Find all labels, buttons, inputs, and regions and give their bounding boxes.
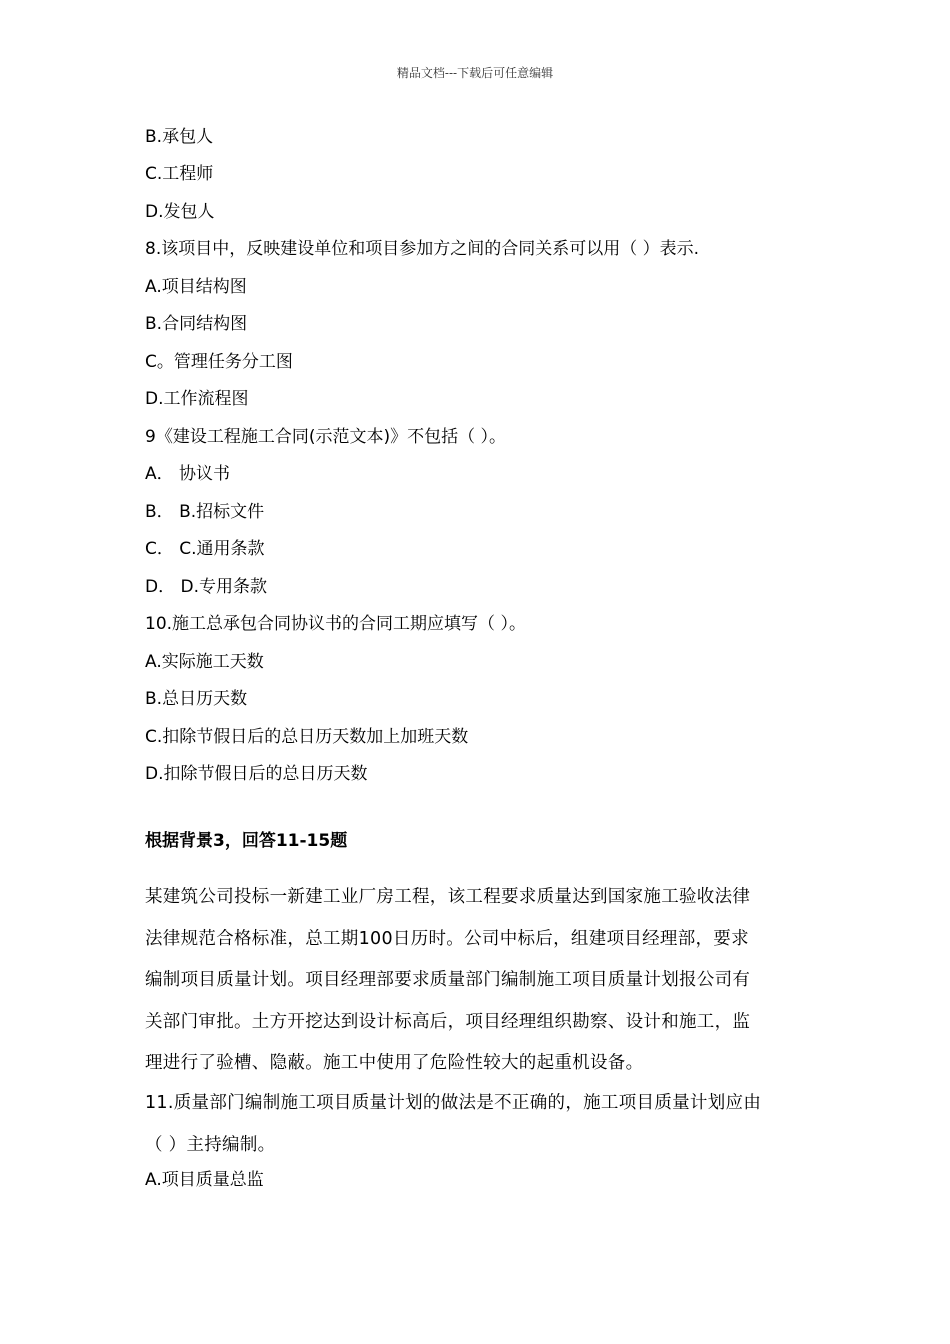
question-8-option-b: B.合同结构图 [145, 314, 248, 334]
question-9: 9《建设工程施工合同(示范文本)》不包括（ ）。 [145, 427, 506, 447]
question-9-option-d: D． D.专用条款 [145, 577, 267, 597]
background-line: 法律规范合格标准，总工期100日历时。公司中标后，组建项目经理部，要求 [145, 928, 749, 949]
question-10: 10.施工总承包合同协议书的合同工期应填写（ ）。 [145, 614, 526, 634]
option-d-employer: D.发包人 [145, 202, 215, 222]
question-8-option-a: A.项目结构图 [145, 277, 247, 297]
question-10-option-a: A.实际施工天数 [145, 652, 264, 672]
background-line: 关部门审批。土方开挖达到设计标高后，项目经理组织勘察、设计和施工，监 [145, 1011, 751, 1032]
question-11-line: 11.质量部门编制施工项目质量计划的做法是不正确的，施工项目质量计划应由 [145, 1093, 762, 1113]
background-line: 某建筑公司投标一新建工业厂房工程，该工程要求质量达到国家施工验收法律 [145, 887, 751, 907]
question-11-option-a: A.项目质量总监 [145, 1170, 264, 1190]
question-11 [145, 1083, 810, 1166]
question-10-option-b: B.总日历天数 [145, 689, 248, 709]
background-paragraph [145, 877, 810, 1085]
question-10-option-d: D.扣除节假日后的总日历天数 [145, 764, 368, 784]
option-c-engineer: C.工程师 [145, 164, 214, 184]
question-8-option-c: C。管理任务分工图 [145, 352, 293, 372]
option-b-contractor: B.承包人 [145, 127, 214, 147]
question-11-line: （ ）主持编制。 [145, 1134, 276, 1155]
background-line: 理进行了验槽、隐蔽。施工中使用了危险性较大的起重机设备。 [145, 1053, 644, 1073]
page-header-watermark: 精品文档---下载后可任意编辑 [396, 66, 554, 80]
background-line: 编制项目质量计划。项目经理部要求质量部门编制施工项目质量计划报公司有 [145, 970, 751, 990]
question-8-option-d: D.工作流程图 [145, 389, 249, 409]
question-9-option-b: B． B.招标文件 [145, 502, 265, 522]
question-9-option-c: C． C.通用条款 [145, 539, 265, 559]
question-8: 8.该项目中，反映建设单位和项目参加方之间的合同关系可以用（ ）表示. [145, 239, 700, 259]
question-9-option-a: A． 协议书 [145, 464, 231, 484]
question-10-option-c: C.扣除节假日后的总日历天数加上加班天数 [145, 727, 469, 747]
section-heading: 根据背景3，回答11-15题 [145, 831, 348, 851]
